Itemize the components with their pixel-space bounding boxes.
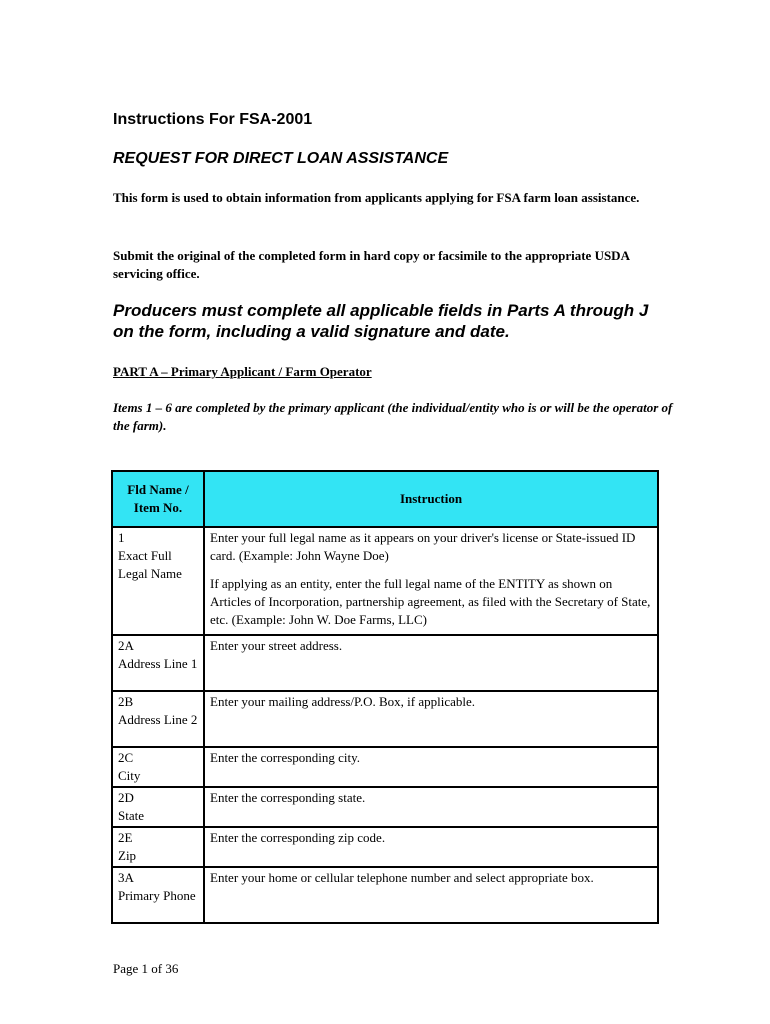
instruction-cell xyxy=(204,527,658,635)
item-number: 2E xyxy=(118,830,133,845)
instruction-text: Enter your full legal name as it appears on your driver's license or State-issued ID card. (Example: John Wayne Doe) xyxy=(210,530,636,563)
field-name: Primary Phone xyxy=(118,888,196,903)
instruction-cell: Enter your mailing address/P.O. Box, if applicable. xyxy=(204,691,658,747)
submit-paragraph: Submit the original of the completed form in hard copy or facsimile to the appropriate USDA servicing office. xyxy=(113,248,630,281)
item-number: 3A xyxy=(118,870,134,885)
table-row xyxy=(112,527,658,635)
table-header-row xyxy=(112,471,658,527)
field-cell xyxy=(112,527,204,635)
field-name: State xyxy=(118,808,144,823)
intro-paragraph: This form is used to obtain information from applicants applying for FSA farm loan assistance. xyxy=(113,190,640,205)
table-row xyxy=(112,787,658,827)
part-a-heading: PART A – Primary Applicant / Farm Operator xyxy=(113,364,372,379)
document-title: Instructions For FSA-2001 xyxy=(113,111,313,128)
instruction-cell: Enter your street address. xyxy=(204,635,658,691)
header-field-line2: Item No. xyxy=(133,500,183,515)
item-number: 1 xyxy=(118,530,125,545)
field-cell xyxy=(112,867,204,923)
header-field-name xyxy=(112,471,204,527)
instructions-table xyxy=(111,470,659,924)
field-name: Zip xyxy=(118,848,137,863)
field-name: City xyxy=(118,768,141,783)
instruction-cell: Enter your home or cellular telephone number and select appropriate box. xyxy=(204,867,658,923)
field-cell xyxy=(112,827,204,867)
instruction-text-entity: If applying as an entity, enter the full legal name of the ENTITY as shown on Articles of Incorporation, partnership agreement, as filed with the Secretary of State, etc. (Example: John W. Doe Farms, LLC) xyxy=(210,576,651,627)
item-number: 2D xyxy=(118,790,134,805)
item-number: 2A xyxy=(118,638,134,653)
page-number: Page 1 of 36 xyxy=(113,961,179,976)
items-note: Items 1 – 6 are completed by the primary applicant (the individual/entity who is or will be the operator of the farm). xyxy=(113,400,673,433)
producers-notice: Producers must complete all applicable fields in Parts A through J on the form, including a valid signature and date. xyxy=(113,301,649,341)
table-row xyxy=(112,691,658,747)
item-number: 2B xyxy=(118,694,134,709)
header-field-line1: Fld Name / xyxy=(127,482,189,497)
table-row xyxy=(112,867,658,923)
field-cell xyxy=(112,747,204,787)
instruction-cell: Enter the corresponding zip code. xyxy=(204,827,658,867)
field-cell xyxy=(112,635,204,691)
table-row xyxy=(112,747,658,787)
field-name: Address Line 1 xyxy=(118,656,198,671)
field-cell xyxy=(112,691,204,747)
table-row xyxy=(112,827,658,867)
field-name: Exact Full Legal Name xyxy=(118,548,182,581)
field-cell xyxy=(112,787,204,827)
header-instruction: Instruction xyxy=(204,471,658,527)
instruction-cell: Enter the corresponding city. xyxy=(204,747,658,787)
table-row xyxy=(112,635,658,691)
item-number: 2C xyxy=(118,750,134,765)
form-subtitle: REQUEST FOR DIRECT LOAN ASSISTANCE xyxy=(113,150,449,167)
instruction-cell: Enter the corresponding state. xyxy=(204,787,658,827)
field-name: Address Line 2 xyxy=(118,712,198,727)
